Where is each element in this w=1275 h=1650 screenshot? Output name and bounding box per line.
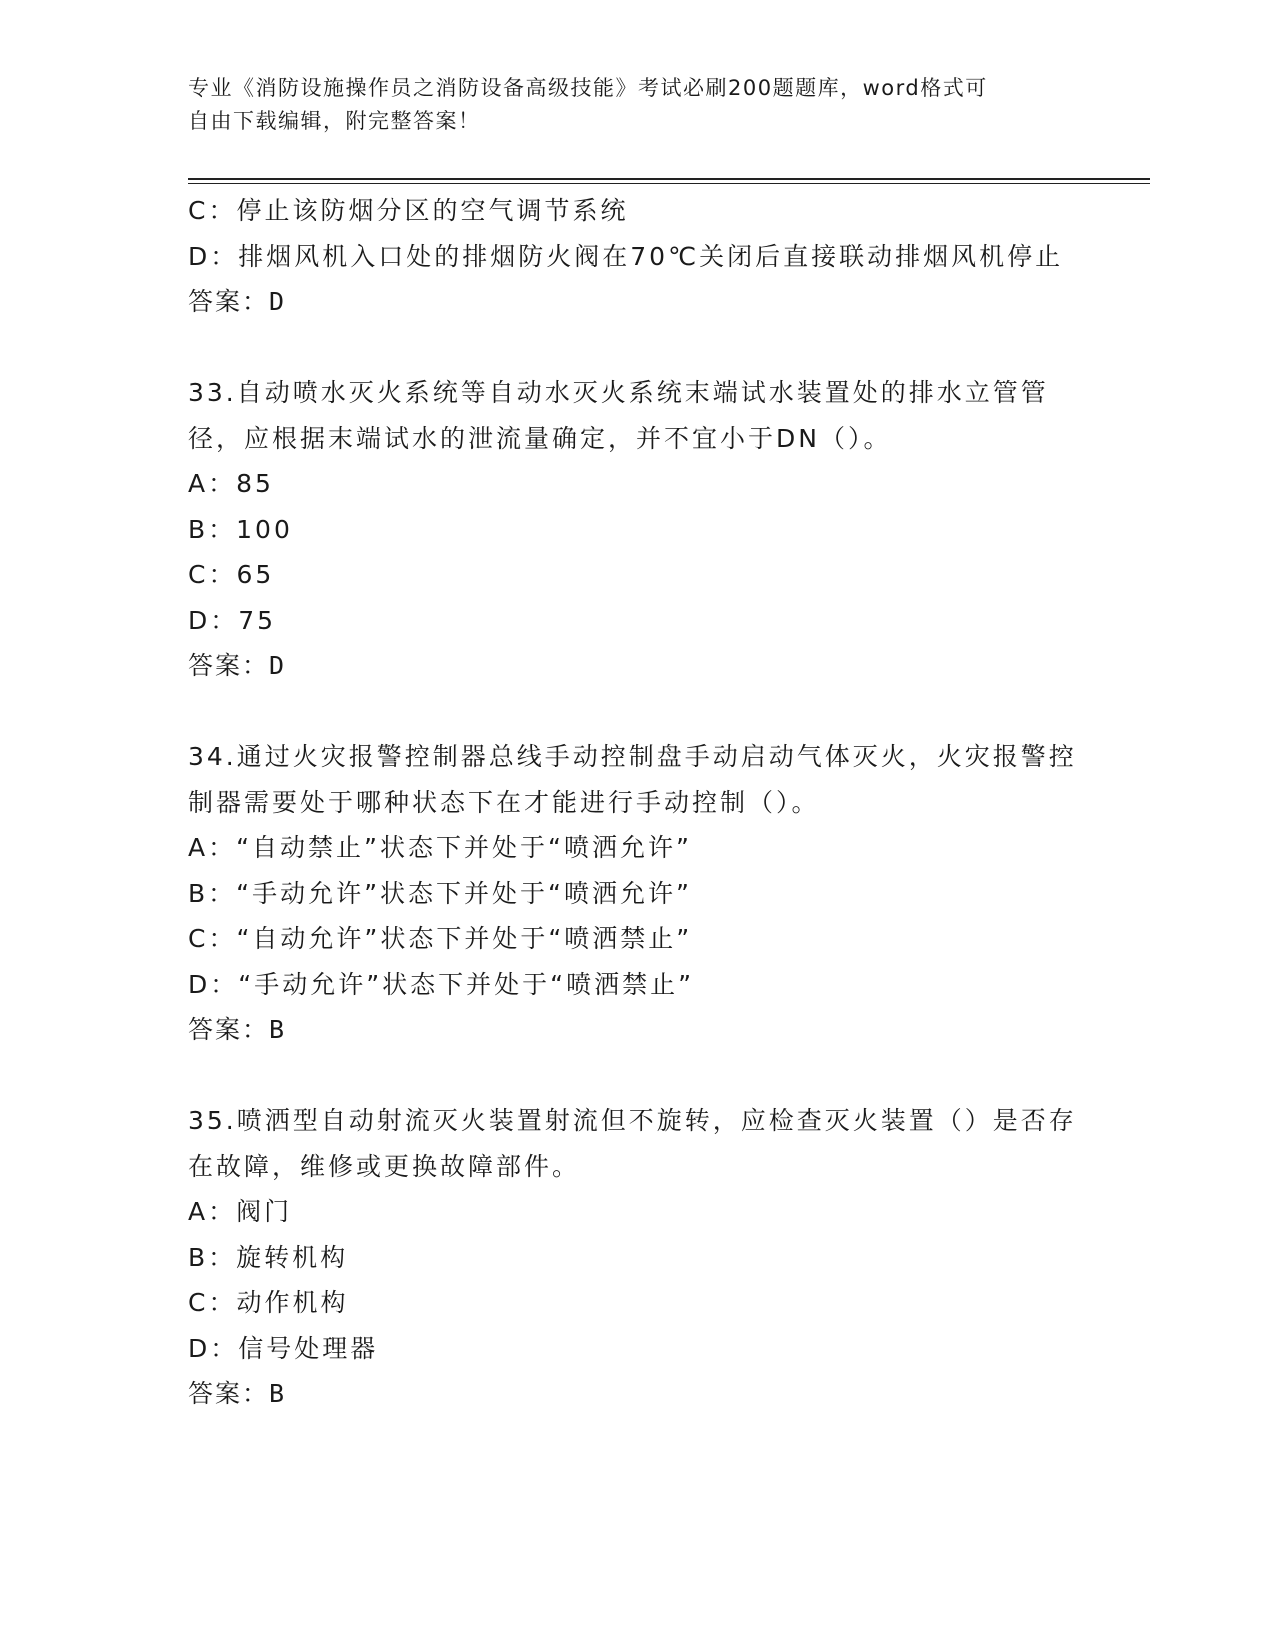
answer: 答案：B bbox=[188, 1379, 287, 1408]
spacer bbox=[188, 325, 1088, 371]
spacer bbox=[188, 1053, 1088, 1099]
header-divider-thick bbox=[188, 178, 1150, 180]
option-c: C：“自动允许”状态下并处于“喷洒禁止” bbox=[188, 924, 693, 953]
header-line-1: 专业《消防设施操作员之消防设备高级技能》考试必刷200题题库，word格式可 bbox=[188, 76, 988, 100]
option-d: D：“手动允许”状态下并处于“喷洒禁止” bbox=[188, 969, 695, 999]
question-34 bbox=[188, 734, 1088, 1053]
option-c: C：动作机构 bbox=[188, 1288, 349, 1317]
question-33 bbox=[188, 370, 1088, 689]
header-divider-thin bbox=[188, 183, 1150, 184]
question-text: 34.通过火灾报警控制器总线手动控制盘手动启动气体灭火，火灾报警控制器需要处于哪种状态下在才能进行手动控制（）。 bbox=[188, 742, 1077, 817]
question-32-continued bbox=[188, 188, 1088, 325]
spacer bbox=[188, 689, 1088, 735]
option-c: C：65 bbox=[188, 560, 275, 589]
header-line-2: 自由下载编辑，附完整答案！ bbox=[188, 109, 481, 133]
option-a: A：85 bbox=[188, 469, 274, 498]
option-d: D：75 bbox=[188, 605, 277, 635]
option-b: B：旋转机构 bbox=[188, 1242, 349, 1272]
answer: 答案：D bbox=[188, 287, 287, 316]
question-text: 35.喷洒型自动射流灭火装置射流但不旋转，应检查灭火装置（）是否存在故障，维修或更换故障部件。 bbox=[188, 1106, 1077, 1181]
question-text: 33.自动喷水灭火系统等自动水灭火系统末端试水装置处的排水立管管径，应根据末端试水的泄流量确定，并不宜小于DN（）。 bbox=[188, 378, 1049, 453]
answer: 答案：B bbox=[188, 1015, 287, 1044]
option-d: D：信号处理器 bbox=[188, 1333, 379, 1363]
document-body bbox=[188, 188, 1088, 1417]
option-c: C：停止该防烟分区的空气调节系统 bbox=[188, 196, 629, 225]
answer: 答案：D bbox=[188, 651, 287, 680]
option-d: D：排烟风机入口处的排烟防火阀在70℃关闭后直接联动排烟风机停止 bbox=[188, 241, 1064, 271]
option-b: B：100 bbox=[188, 514, 293, 544]
option-a: A：阀门 bbox=[188, 1197, 293, 1226]
page-header bbox=[188, 72, 1068, 138]
option-b: B：“手动允许”状态下并处于“喷洒允许” bbox=[188, 878, 692, 908]
option-a: A：“自动禁止”状态下并处于“喷洒允许” bbox=[188, 833, 692, 862]
question-35 bbox=[188, 1098, 1088, 1417]
